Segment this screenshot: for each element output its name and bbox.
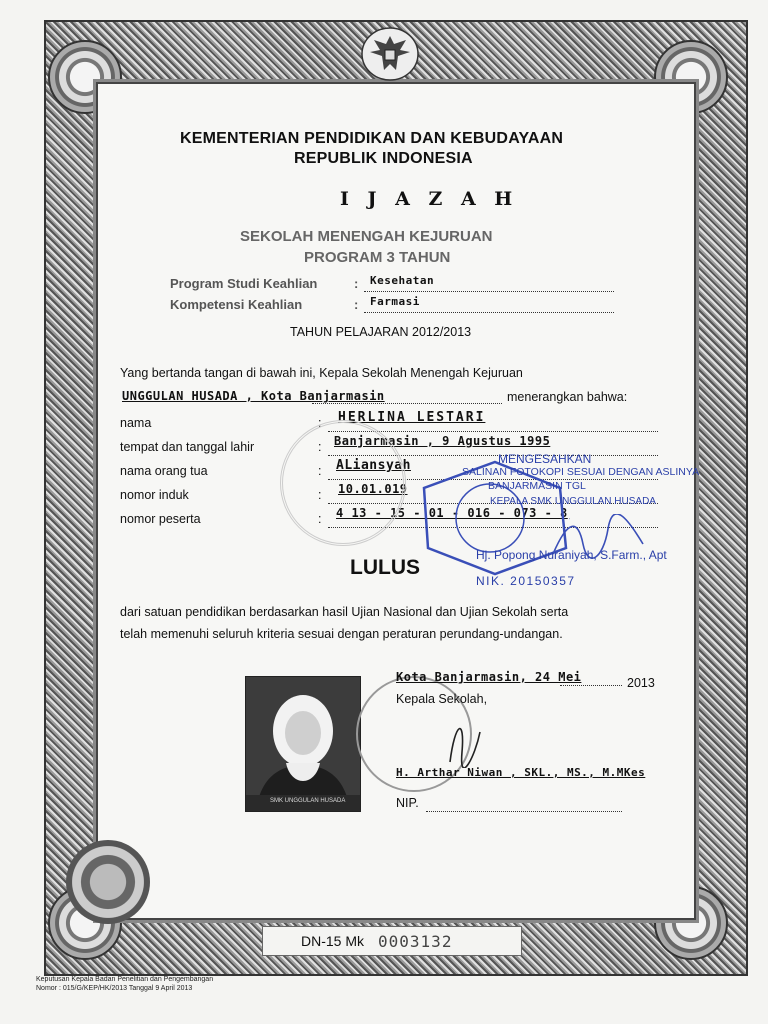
menerangkan-text: menerangkan bahwa: <box>507 390 628 404</box>
field-value-peserta: 4 13 - 15 - 01 - 016 - 073 - 8 <box>336 506 568 520</box>
footer-line1: Keputusan Kepala Badan Penelitian dan Pengembangan <box>36 976 214 983</box>
school-name: UNGGULAN HUSADA , Kota Banjarmasin <box>122 389 385 403</box>
studi-label: Program Studi Keahlian <box>170 276 318 291</box>
serial-prefix: DN-15 Mk <box>301 933 365 949</box>
statement-intro: Yang bertanda tangan di bawah ini, Kepala Sekolah Menengah Kejuruan <box>120 366 523 380</box>
student-portrait-icon <box>246 677 360 811</box>
garuda-emblem-icon <box>360 26 420 82</box>
field-value-ttl: Banjarmasin , 9 Agustus 1995 <box>334 434 551 448</box>
stamp-title: MENGESAHKAN <box>498 452 592 466</box>
nip-label: NIP. <box>396 796 419 810</box>
serial-number: 0003132 <box>378 931 453 951</box>
signature-role: Kepala Sekolah, <box>396 692 488 706</box>
photo-caption: SMK UNGGULAN HUSADA <box>270 798 346 804</box>
closing-line2: telah memenuhi seluruh kriteria sesuai dengan peraturan perundang-undangan. <box>120 627 563 641</box>
school-seal-watermark-icon <box>280 420 406 546</box>
program-duration: PROGRAM 3 TAHUN <box>304 249 451 266</box>
field-label-ttl: tempat dan tanggal lahir <box>120 440 255 454</box>
academic-year: TAHUN PELAJARAN 2012/2013 <box>290 325 472 339</box>
kompetensi-value: Farmasi <box>370 295 420 308</box>
footer-line2: Nomor : 015/G/KEP/HK/2013 Tanggal 9 April 2013 <box>36 985 193 992</box>
field-label-peserta: nomor peserta <box>120 512 201 526</box>
school-type: SEKOLAH MENENGAH KEJURUAN <box>240 228 493 245</box>
stamp-line3: KEPALA SMK UNGGULAN HUSADA <box>490 496 656 507</box>
studi-value: Kesehatan <box>370 274 435 287</box>
stamp-nik: NIK. 20150357 <box>476 574 576 588</box>
field-value-induk: 10.01.019 <box>338 482 408 496</box>
field-label-nama: nama <box>120 416 152 430</box>
stamp-official-name: Hj. Popong Nuraniyah, S.Farm., Apt <box>476 548 667 562</box>
ministry-line2: REPUBLIK INDONESIA <box>294 150 473 167</box>
signature-place-date: Kota Banjarmasin, 24 Mei <box>396 670 582 684</box>
tut-wuri-emblem-icon <box>66 840 150 924</box>
serial-number-box <box>262 926 522 956</box>
closing-line1: dari satuan pendidikan berdasarkan hasil Ujian Nasional dan Ujian Sekolah serta <box>120 605 569 619</box>
kompetensi-label: Kompetensi Keahlian <box>170 297 303 312</box>
document-title: I J A Z A H <box>340 188 519 210</box>
certificate-page: KEMENTERIAN PENDIDIKAN DAN KEBUDAYAAN REPUBLIK INDONESIA I J A Z A H SEKOLAH MENENGAH KEJURUAN PROGRAM 3 TAHUN Program Studi Keahlian : Kesehatan Kompetensi Keahlian : Farmasi TAHUN PELAJARAN 2012/2013 Yang bertanda tangan di bawah ini, Kepala Sekolah Menengah Kejuruan UNGGULAN HUSADA , Kota Banjarmasin menerangkan bahwa: nama : HERLINA LESTARI tempat dan tanggal lahir : Banjarmasin , 9 Agustus 1995 nama orang tua : ALiansyah nomor induk : 10.01.019 nomor peserta : 4 13 - 15 - 01 - 016 - 073 - 8 MENGESAHKAN SALINAN FOTOKOPI SESUAI DENGAN ASLINYA BANJARMASIN TGL KEPALA SMK UNGGULAN HUSADA Hj. Popong Nuraniyah, S.Farm., Apt NIK. 20150357 LULUS dari satuan pendidikan berdasarkan hasil Ujian Nasional dan Ujian Sekolah serta telah memenuhi seluruh kriteria sesuai dengan peraturan perundang-undangan. SMK UNGGULAN HUSADA Kota Banjarmasin, 24 Mei 2013 Kepala Sekolah, H. Arthar Niwan , SKL., MS., M.MKes NIP. DN-15 Mk 0003132 Keputusan Kepala Badan Penelitian dan Pengembangan Nomor : 015/G/KEP/HK/2013 Tanggal 9 April 2013 <box>0 0 768 1024</box>
ministry-line1: KEMENTERIAN PENDIDIKAN DAN KEBUDAYAAN <box>180 130 564 147</box>
stamp-line2: BANJARMASIN TGL <box>488 480 586 492</box>
principal-signature-icon <box>440 712 490 768</box>
signature-year: 2013 <box>627 676 655 690</box>
field-label-induk: nomor induk <box>120 488 189 502</box>
student-photo <box>245 676 361 812</box>
field-value-ortu: ALiansyah <box>336 458 411 473</box>
field-label-ortu: nama orang tua <box>120 464 208 478</box>
field-value-nama: HERLINA LESTARI <box>338 410 486 425</box>
result-lulus: LULUS <box>350 556 420 579</box>
stamp-line1: SALINAN FOTOKOPI SESUAI DENGAN ASLINYA <box>462 466 700 478</box>
signature-name: H. Arthar Niwan , SKL., MS., M.MKes <box>396 766 646 779</box>
